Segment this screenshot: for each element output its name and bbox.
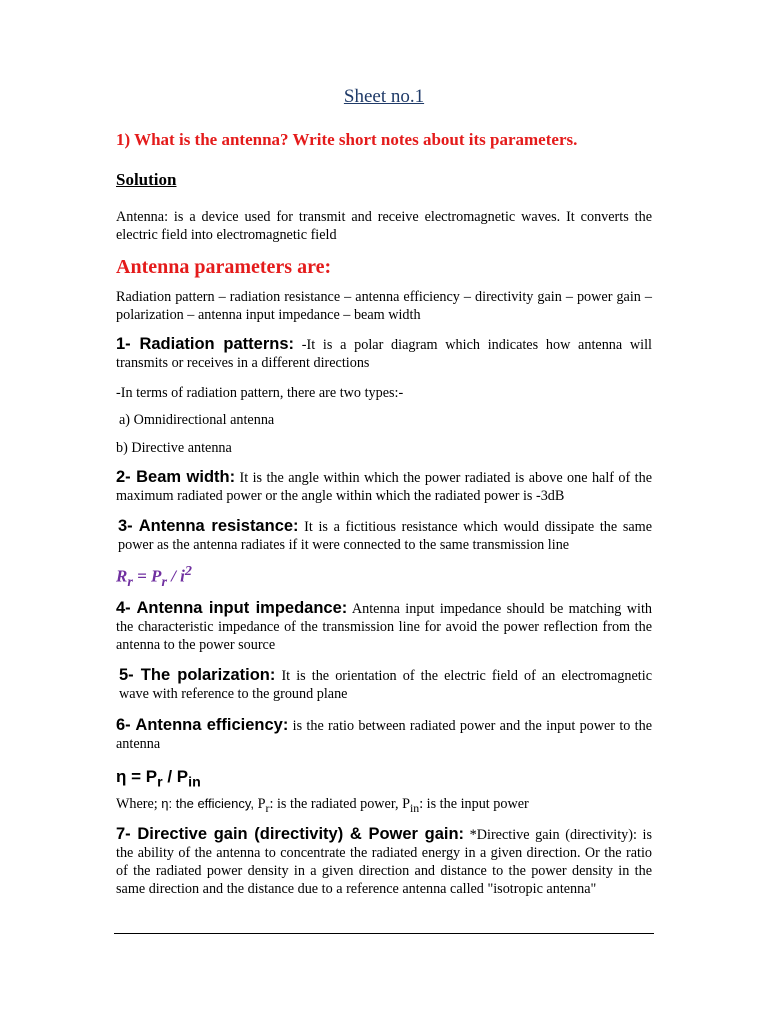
pr-subscript: r — [265, 800, 270, 815]
formula-exponent: 2 — [184, 563, 192, 579]
antenna-definition: Antenna: is a device used for transmit and receive electromagnetic waves. It converts the electric field into electromagnetic field — [116, 209, 652, 243]
section-body: *Directive gain (directivity): is the ability of the antenna to concentrate the radiated energy in a given direction. Or the ratio of the radiated power density in a given direction and distance to the power density in the same direction and the distance due to a reference antenna called "isotropic antenna" — [116, 827, 652, 897]
formula-term: / i — [166, 566, 185, 586]
formula-efficiency — [116, 767, 652, 790]
where-label: Where; — [116, 796, 162, 812]
formula-symbol: R — [116, 566, 128, 586]
section-antenna-efficiency — [116, 716, 652, 753]
section-body: Antenna input impedance should be matching with the characteristic impedance of the transmission line for avoid the power reflection from the antenna to the power source — [116, 601, 652, 653]
eta-description: : the efficiency, — [168, 796, 258, 811]
pin-symbol: P — [402, 796, 410, 812]
section-antenna-resistance — [118, 517, 652, 554]
section-beam-width — [116, 468, 652, 505]
eta-symbol: η — [116, 767, 127, 786]
section-input-impedance — [116, 599, 652, 654]
pin-subscript: in — [409, 800, 420, 815]
section-polarization — [119, 666, 652, 703]
pin-description: : is the input power — [419, 796, 529, 812]
solution-label: Solution — [116, 170, 177, 189]
section-body: It is the orientation of the electric field of an electromagnetic wave with reference to the ground plane — [119, 668, 652, 702]
question-heading: 1) What is the antenna? Write short notes about its parameters. — [116, 130, 578, 149]
section-heading: 1- Radiation patterns: — [116, 335, 295, 353]
radiation-types-intro: -In terms of radiation pattern, there are two types:- — [116, 385, 404, 401]
formula-subscript: r — [161, 574, 167, 591]
section-heading: 2- Beam width: — [116, 468, 236, 486]
eta-symbol: η — [161, 796, 169, 811]
formula-subscript: r — [127, 574, 133, 591]
page-title: Sheet no.1 — [343, 86, 425, 107]
section-body: It is the angle within which the power radiated is above one half of the maximum radiated power or the angle within which the radiated power is -3dB — [116, 470, 652, 504]
parameters-heading: Antenna parameters are: — [116, 256, 332, 278]
formula-subscript: r — [157, 774, 163, 791]
section-heading: 3- Antenna resistance: — [118, 517, 299, 535]
pr-description: : is the radiated power, — [269, 796, 403, 812]
section-heading: 5- The polarization: — [119, 666, 276, 684]
formula-term: / P — [162, 767, 189, 786]
section-heading: 6- Antenna efficiency: — [116, 716, 289, 734]
section-radiation-patterns — [116, 335, 652, 372]
section-body: -It is a polar diagram which indicates how antenna will transmits or receives in a different directions — [116, 337, 652, 371]
formula-term: = P — [132, 566, 162, 586]
section-directive-gain — [116, 825, 652, 898]
section-body: It is a fictitious resistance which would dissipate the same power as the antenna radiates if it were connected to the same transmission line — [118, 519, 652, 553]
where-line — [116, 795, 652, 817]
parameters-list: Radiation pattern – radiation resistance – antenna efficiency – directivity gain – power gain – polarization – antenna input impedance – beam width — [116, 289, 652, 323]
radiation-type-a: a) Omnidirectional antenna — [119, 412, 275, 428]
section-body: is the ratio between radiated power and the input power to the antenna — [116, 718, 652, 752]
section-heading: 7- Directive gain (directivity) & Power gain: — [116, 825, 465, 843]
pr-symbol: P — [257, 796, 266, 812]
formula-term: = P — [126, 767, 158, 786]
radiation-type-b: b) Directive antenna — [116, 440, 232, 456]
footer-rule — [114, 933, 654, 934]
formula-subscript: in — [188, 774, 201, 791]
formula-radiation-resistance — [116, 563, 652, 591]
eta-legend — [161, 796, 257, 811]
section-heading: 4- Antenna input impedance: — [116, 599, 348, 617]
